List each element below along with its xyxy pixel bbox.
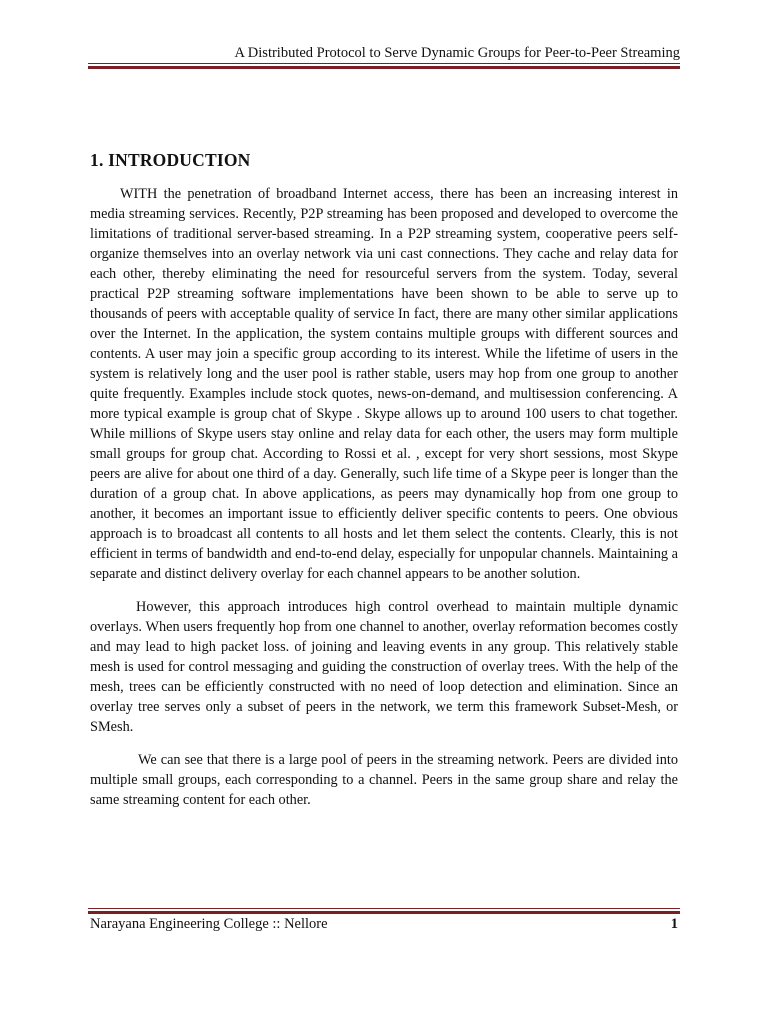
header-rule-thick: [88, 66, 680, 69]
header-rule-thin: [88, 63, 680, 64]
section-heading: 1. INTRODUCTION: [90, 150, 251, 170]
paragraph-1: WITH the penetration of broadband Internet access, there has been an increasing interest in media streaming services. Recently, P2P streaming has been proposed and developed to overcome the limitations of traditional server-based streaming. In a P2P streaming system, cooperative peers self-organize themselves into an overlay network via uni cast connections. They cache and relay data for each other, thereby eliminating the need for resourceful servers from the system. Today, several practical P2P streaming software implementations have been shown to be able to serve up to thousands of peers with acceptable quality of service In fact, there are many other similar applications over the Internet. In the application, the system contains multiple groups with different sources and contents. A user may join a specific group according to its interest. While the lifetime of users in the system is relatively long and the user pool is rather stable, users may hop from one group to another quite frequently. Examples include stock quotes, news-on-demand, and multisession conferencing. A more typical example is group chat of Skype . Skype allows up to around 100 users to chat together. While millions of Skype users stay online and relay data for each other, the users may form multiple small groups for group chat. According to Rossi et al. , except for very short sessions, most Skype peers are alive for about one third of a day. Generally, such life time of a Skype peer is longer than the duration of a group chat. In above applications, as peers may dynamically hop from one group to another, it becomes an important issue to efficiently deliver specific contents to peers. One obvious approach is to broadcast all contents to all hosts and let them select the contents. Clearly, this is not efficient in terms of bandwidth and end-to-end delay, especially for unpopular channels. Maintaining a separate and distinct delivery overlay for each channel appears to be another solution.: [90, 186, 678, 582]
footer-institution: Narayana Engineering College :: Nellore: [90, 916, 328, 932]
page-body: [90, 148, 678, 823]
running-header: A Distributed Protocol to Serve Dynamic Groups for Peer-to-Peer Streaming: [234, 45, 680, 61]
paragraph-3: We can see that there is a large pool of peers in the streaming network. Peers are divided into multiple small groups, each corresponding to a channel. Peers in the same group share and relay the same streaming content for each other.: [90, 752, 678, 808]
page-number: 1: [670, 916, 678, 932]
paragraph-2: However, this approach introduces high control overhead to maintain multiple dynamic overlays. When users frequently hop from one channel to another, overlay reformation becomes costly and may lead to high packet loss. of joining and leaving events in any group. This relatively stable mesh is used for control messaging and guiding the construction of overlay trees. With the help of the mesh, trees can be efficiently constructed with no need of loop detection and elimination. Since an overlay tree serves only a subset of peers in the network, we term this framework Subset-Mesh, or SMesh.: [90, 599, 678, 735]
footer-rule-thin: [88, 908, 680, 909]
